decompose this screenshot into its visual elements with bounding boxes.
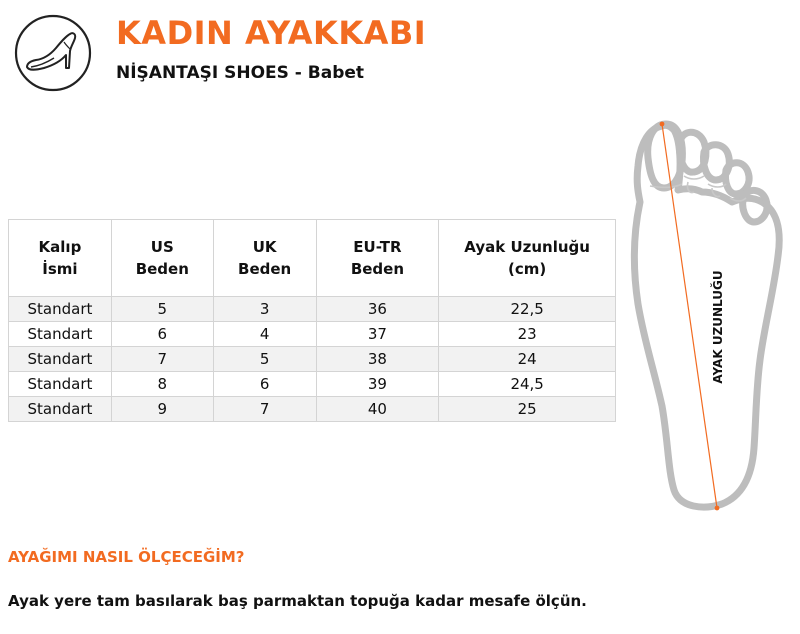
table-cell: 37 <box>316 322 439 347</box>
table-row <box>9 347 616 372</box>
table-row <box>9 322 616 347</box>
table-cell: Standart <box>9 347 112 372</box>
page-title: KADIN AYAKKABI <box>116 14 427 52</box>
page-subtitle: NİŞANTAŞI SHOES - Babet <box>116 63 365 83</box>
size-table <box>8 219 616 422</box>
table-cell: 6 <box>213 372 316 397</box>
table-cell: 40 <box>316 397 439 422</box>
table-cell: 7 <box>213 397 316 422</box>
table-cell: 24 <box>439 347 616 372</box>
table-cell: Standart <box>9 372 112 397</box>
header-eu-tr-beden: EU-TR Beden <box>316 220 439 297</box>
how-to-measure-text: Ayak yere tam basılarak baş parmaktan topuğa kadar mesafe ölçün. <box>8 592 587 610</box>
foot-outline-icon <box>628 118 788 518</box>
table-cell: 22,5 <box>439 297 616 322</box>
table-cell: Standart <box>9 322 112 347</box>
table-cell: Standart <box>9 297 112 322</box>
table-cell: 25 <box>439 397 616 422</box>
table-cell: 3 <box>213 297 316 322</box>
table-cell: 39 <box>316 372 439 397</box>
table-cell: 5 <box>213 347 316 372</box>
header-us-beden: US Beden <box>111 220 213 297</box>
table-cell: 8 <box>111 372 213 397</box>
table-cell: 9 <box>111 397 213 422</box>
header-uk-beden: UK Beden <box>213 220 316 297</box>
header-kalip-ismi: Kalıp İsmi <box>9 220 112 297</box>
table-row <box>9 372 616 397</box>
foot-length-label: AYAK UZUNLUĞU <box>711 270 725 384</box>
table-cell: 36 <box>316 297 439 322</box>
table-row <box>9 397 616 422</box>
header-ayak-uzunlugu: Ayak Uzunluğu (cm) <box>439 220 616 297</box>
how-to-measure-title: AYAĞIMI NASIL ÖLÇECEĞİM? <box>8 548 245 566</box>
table-cell: 24,5 <box>439 372 616 397</box>
table-cell: 4 <box>213 322 316 347</box>
high-heel-shoe-icon <box>14 14 92 92</box>
table-cell: 38 <box>316 347 439 372</box>
table-cell: 6 <box>111 322 213 347</box>
table-cell: 23 <box>439 322 616 347</box>
table-cell: 5 <box>111 297 213 322</box>
table-header-row <box>9 220 616 297</box>
table-cell: 7 <box>111 347 213 372</box>
table-cell: Standart <box>9 397 112 422</box>
table-row <box>9 297 616 322</box>
